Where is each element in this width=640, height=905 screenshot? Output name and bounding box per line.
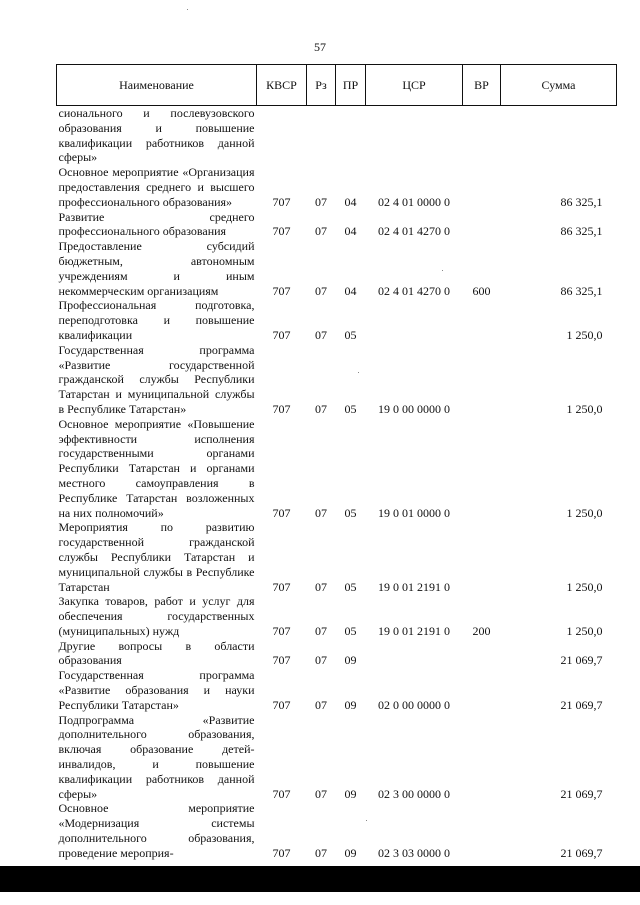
row-vr xyxy=(463,520,501,594)
row-kvsr: 707 xyxy=(272,401,291,416)
row-csr: 19 0 01 2191 0 xyxy=(378,623,450,638)
row-rz: 07 xyxy=(315,505,327,520)
table-row xyxy=(57,668,617,712)
row-name: Государственная программа «Развитие образования и науки Республики Татарстан» xyxy=(58,668,255,712)
row-csr: 19 0 01 0000 0 xyxy=(378,505,450,520)
row-kvsr: 707 xyxy=(272,224,291,239)
row-rz: 07 xyxy=(315,579,327,594)
row-sum: 1 250,0 xyxy=(566,327,603,342)
row-name: Закупка товаров, работ и услуг для обеспечения государственных (муниципальных) нужд xyxy=(58,594,255,638)
row-sum: 1 250,0 xyxy=(566,579,603,594)
row-pr: 04 xyxy=(344,283,357,298)
table-row xyxy=(57,298,617,342)
row-vr xyxy=(463,165,501,209)
row-vr xyxy=(463,801,501,860)
scan-speck xyxy=(358,372,359,373)
row-sum: 86 325,1 xyxy=(560,224,603,239)
row-sum: 1 250,0 xyxy=(566,505,603,520)
row-kvsr: 707 xyxy=(272,283,291,298)
row-kvsr: 707 xyxy=(272,623,291,638)
row-rz: 07 xyxy=(315,697,327,712)
row-rz: 07 xyxy=(315,194,327,209)
row-pr: 05 xyxy=(344,327,357,342)
row-pr: 09 xyxy=(344,697,357,712)
table-body xyxy=(57,106,617,861)
row-rz: 07 xyxy=(315,653,327,668)
row-name: Предоставление субсидий бюджетным, автономным учреждениям и иным некоммерческим организациям xyxy=(58,239,255,298)
table-row xyxy=(57,343,617,417)
row-pr: 05 xyxy=(344,401,357,416)
row-vr: 200 xyxy=(472,623,491,638)
row-rz: 07 xyxy=(315,786,327,801)
row-name: Мероприятия по развитию государственной гражданской службы Республики Татарстан и муниципальной службы в Республике Татарстан xyxy=(58,520,255,594)
row-vr: 600 xyxy=(472,283,491,298)
row-kvsr: 707 xyxy=(272,786,291,801)
row-name: Профессиональная подготовка, переподготовка и повышение квалификации xyxy=(58,298,255,342)
row-rz: 07 xyxy=(315,623,327,638)
table-row xyxy=(57,106,617,166)
row-pr: 05 xyxy=(344,579,357,594)
row-name: Основное мероприятие «Модернизация системы дополнительного образования, проведение мероприя- xyxy=(58,801,255,860)
table-row xyxy=(57,801,617,860)
scan-footer-bar xyxy=(0,866,640,892)
scan-speck xyxy=(187,9,188,10)
page-number: 57 xyxy=(314,40,326,54)
row-sum: 1 250,0 xyxy=(566,401,603,416)
row-pr: 09 xyxy=(344,845,357,860)
row-kvsr: 707 xyxy=(272,579,291,594)
row-kvsr: 707 xyxy=(272,194,291,209)
row-kvsr: 707 xyxy=(272,697,291,712)
row-sum: 1 250,0 xyxy=(566,623,603,638)
table-row xyxy=(57,594,617,638)
row-kvsr: 707 xyxy=(272,845,291,860)
row-vr xyxy=(463,106,501,166)
row-name: Государственная программа «Развитие государственной гражданской службы Республики Татарстан и муниципальной службы в Республике Татарстан» xyxy=(58,342,255,416)
row-name: сионального и послевузовского образования и повышение квалификации работников данной сферы» xyxy=(58,106,255,165)
header-kvsr: КВСР xyxy=(257,65,307,106)
row-vr xyxy=(463,343,501,417)
table-row xyxy=(57,639,617,669)
row-pr xyxy=(336,106,366,166)
table-row xyxy=(57,165,617,209)
row-sum: 86 325,1 xyxy=(560,283,603,298)
row-csr xyxy=(366,639,463,669)
row-rz: 07 xyxy=(315,845,327,860)
row-vr xyxy=(463,668,501,712)
row-pr: 04 xyxy=(344,224,357,239)
row-sum: 86 325,1 xyxy=(560,194,603,209)
row-csr: 02 0 00 0000 0 xyxy=(378,697,450,712)
row-vr xyxy=(463,210,501,240)
row-kvsr xyxy=(257,106,307,166)
row-pr: 09 xyxy=(344,653,357,668)
row-rz: 07 xyxy=(315,224,327,239)
table-header xyxy=(57,65,617,106)
header-vr: ВР xyxy=(463,65,501,106)
row-sum: 21 069,7 xyxy=(560,653,603,668)
row-rz: 07 xyxy=(315,283,327,298)
row-sum xyxy=(501,106,617,166)
row-rz: 07 xyxy=(315,401,327,416)
row-name: Другие вопросы в области образования xyxy=(58,638,255,668)
scan-speck xyxy=(366,820,367,821)
row-csr: 02 4 01 0000 0 xyxy=(378,194,450,209)
row-csr: 02 3 03 0000 0 xyxy=(378,845,450,860)
row-vr xyxy=(463,298,501,342)
row-csr xyxy=(366,298,463,342)
row-sum: 21 069,7 xyxy=(560,786,603,801)
row-pr: 05 xyxy=(344,623,357,638)
header-pr: ПР xyxy=(336,65,366,106)
row-vr xyxy=(463,639,501,669)
header-name: Наименование xyxy=(57,65,257,106)
budget-table xyxy=(56,64,617,861)
row-name: Основное мероприятие «Повышение эффективности исполнения государственными органами Республики Татарстан и органами местного самоуправления в Республике Татарстан возложенных на них полномочий» xyxy=(58,416,255,520)
row-name: Основное мероприятие «Организация предоставления среднего и высшего профессионального образования» xyxy=(58,165,255,209)
row-kvsr: 707 xyxy=(272,505,291,520)
table-row xyxy=(57,520,617,594)
row-csr: 02 4 01 4270 0 xyxy=(378,224,450,239)
row-name: Подпрограмма «Развитие дополнительного образования, включая образование детей-инвалидов, и повышение квалификации работников данной сферы» xyxy=(58,712,255,801)
header-rz: Рз xyxy=(307,65,336,106)
row-rz: 07 xyxy=(315,327,327,342)
table-row xyxy=(57,417,617,521)
row-kvsr: 707 xyxy=(272,653,291,668)
row-csr: 19 0 01 2191 0 xyxy=(378,579,450,594)
row-rz xyxy=(307,106,336,166)
row-csr xyxy=(366,106,463,166)
row-csr: 02 3 00 0000 0 xyxy=(378,786,450,801)
header-csr: ЦСР xyxy=(366,65,463,106)
row-sum: 21 069,7 xyxy=(560,845,603,860)
row-name: Развитие среднего профессионального образования xyxy=(58,209,255,239)
header-sum: Сумма xyxy=(501,65,617,106)
row-pr: 09 xyxy=(344,786,357,801)
row-pr: 05 xyxy=(344,505,357,520)
row-vr xyxy=(463,417,501,521)
table-row xyxy=(57,210,617,240)
row-kvsr: 707 xyxy=(272,327,291,342)
table-row xyxy=(57,239,617,298)
scan-speck xyxy=(442,270,443,271)
row-sum: 21 069,7 xyxy=(560,697,603,712)
row-csr: 02 4 01 4270 0 xyxy=(378,283,450,298)
row-csr: 19 0 00 0000 0 xyxy=(378,401,450,416)
row-pr: 04 xyxy=(344,194,357,209)
row-vr xyxy=(463,713,501,802)
table-row xyxy=(57,713,617,802)
